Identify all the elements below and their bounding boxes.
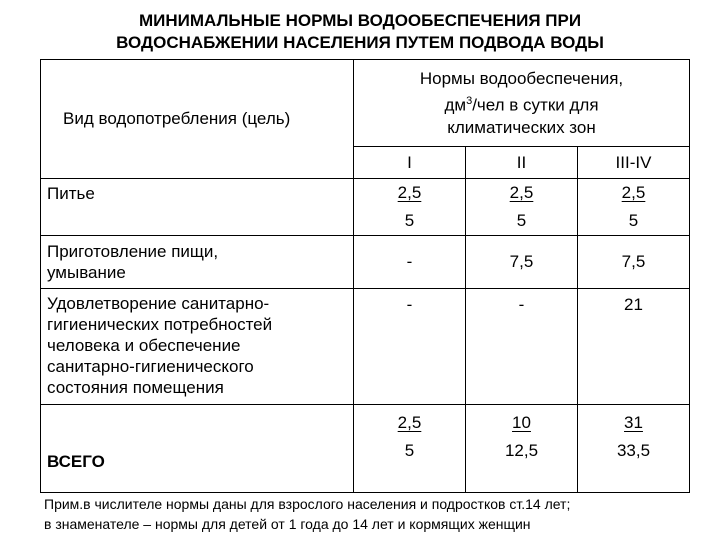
table-row-total bbox=[41, 405, 690, 493]
row-label-cooking-line-1: Приготовление пищи, bbox=[47, 242, 219, 261]
row-label-cooking-line-2: умывание bbox=[47, 263, 126, 282]
footnote bbox=[44, 494, 714, 534]
cell-denominator: 5 bbox=[516, 211, 527, 230]
title-line-1: МИНИМАЛЬНЫЕ НОРМЫ ВОДООБЕСПЕЧЕНИЯ ПРИ bbox=[138, 11, 582, 30]
cell-numerator: 2,5 bbox=[621, 183, 646, 202]
row-label-sanitary-line-1: Удовлетворение санитарно- bbox=[47, 294, 270, 313]
cell-numerator: 2,5 bbox=[397, 183, 422, 202]
header-norms-unit: дм bbox=[444, 95, 467, 115]
footnote-line-2: в знаменателе – нормы для детей от 1 года до 14 лет и кормящих женщин bbox=[44, 516, 531, 532]
cell-drinking-zone-1 bbox=[354, 179, 466, 236]
cell-drinking-zone-3 bbox=[578, 179, 690, 236]
cell-numerator: 2,5 bbox=[397, 413, 422, 432]
table-row-drinking bbox=[41, 179, 690, 236]
cell-denominator: 5 bbox=[404, 441, 415, 460]
cell-denominator: 5 bbox=[628, 211, 639, 230]
row-label-drinking: Питье bbox=[41, 179, 354, 236]
cell-drinking-zone-2 bbox=[466, 179, 578, 236]
table-header-row bbox=[41, 60, 690, 147]
cell-denominator: 5 bbox=[404, 211, 415, 230]
header-norms-line-1: Нормы водообеспечения, bbox=[419, 68, 624, 88]
row-label-total: ВСЕГО bbox=[41, 405, 354, 493]
zone-header-1: I bbox=[354, 147, 466, 179]
cell-cooking-zone-1: - bbox=[354, 236, 466, 289]
title-line-2: ВОДОСНАБЖЕНИИ НАСЕЛЕНИЯ ПУТЕМ ПОДВОДА ВОДЫ bbox=[116, 33, 604, 52]
table-row-cooking bbox=[41, 236, 690, 289]
cell-total-zone-3 bbox=[578, 405, 690, 493]
cell-numerator: 10 bbox=[512, 413, 531, 432]
cell-total-zone-2 bbox=[466, 405, 578, 493]
row-label-sanitary-line-2: гигиенических потребностей bbox=[47, 315, 273, 334]
header-norms bbox=[354, 60, 690, 147]
cell-sanitary-zone-2: - bbox=[466, 289, 578, 405]
header-norms-line-2 bbox=[354, 90, 689, 117]
row-label-sanitary bbox=[41, 289, 354, 405]
footnote-line-1: Прим.в числителе нормы даны для взрослого населения и подростков ст.14 лет; bbox=[44, 496, 571, 512]
row-label-sanitary-line-4: санитарно-гигиенического bbox=[47, 357, 254, 376]
header-purpose: Вид водопотребления (цель) bbox=[41, 60, 354, 179]
row-label-sanitary-line-3: человека и обеспечение bbox=[47, 336, 241, 355]
row-label-cooking bbox=[41, 236, 354, 289]
zone-header-3: III-IV bbox=[578, 147, 690, 179]
header-norms-line-2-rest: /чел в сутки для bbox=[472, 95, 599, 115]
cell-sanitary-zone-1: - bbox=[354, 289, 466, 405]
cell-denominator: 33,5 bbox=[616, 441, 651, 460]
cell-total-zone-1 bbox=[354, 405, 466, 493]
cell-cooking-zone-3: 7,5 bbox=[578, 236, 690, 289]
cell-cooking-zone-2: 7,5 bbox=[466, 236, 578, 289]
cell-sanitary-zone-3: 21 bbox=[578, 289, 690, 405]
cell-numerator: 2,5 bbox=[509, 183, 534, 202]
row-label-sanitary-line-5: состояния помещения bbox=[47, 378, 224, 397]
cell-numerator: 31 bbox=[624, 413, 643, 432]
page-title bbox=[40, 10, 680, 54]
norms-table bbox=[40, 59, 690, 493]
cell-denominator: 12,5 bbox=[504, 441, 539, 460]
header-norms-line-3: климатических зон bbox=[447, 118, 596, 138]
zone-header-2: II bbox=[466, 147, 578, 179]
header-norms-unit-exponent: 3 bbox=[466, 94, 473, 107]
table-row-sanitary bbox=[41, 289, 690, 405]
